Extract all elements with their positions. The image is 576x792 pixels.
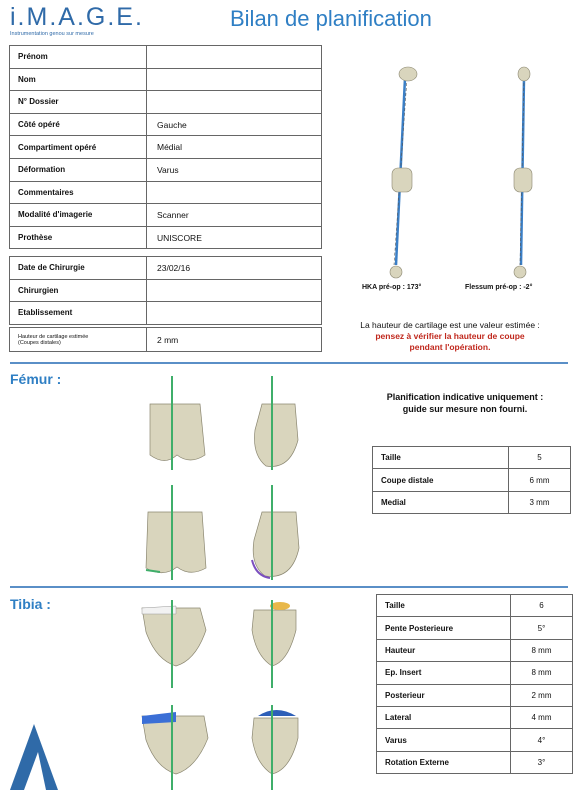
field-label: Modalité d'imagerie [10,204,147,227]
measurement-value: 5 [509,447,571,469]
measurement-value: 2 mm [511,684,573,706]
field-value: Gauche [147,113,322,136]
corner-logo-mark [10,724,58,790]
field-value: UNISCORE [147,226,322,249]
cartilage-label-line2: (Coupes distales) [18,339,61,346]
measurement-label: Rotation Externe [377,751,511,773]
table-row [377,639,573,661]
field-label: Etablissement [10,302,147,325]
measurement-label: Taille [377,595,511,617]
femur-title: Fémur : [10,371,62,387]
field-label: Côté opéré [10,113,147,136]
table-row [377,729,573,751]
planning-note-line2: guide sur mesure non fourni. [402,404,528,414]
measurement-label: Posterieur [377,684,511,706]
logo-subtitle: Instrumentation genou sur mesure [10,31,94,37]
measurement-label: Varus [377,729,511,751]
measurement-value: 6 [511,595,573,617]
measurement-value: 3° [511,751,573,773]
measurement-label: Hauteur [377,639,511,661]
field-label: Compartiment opéré [10,136,147,159]
measurement-value: 5° [511,617,573,639]
field-label: Prénom [10,46,147,69]
field-value: Médial [147,136,322,159]
table-row [377,662,573,684]
field-value: 23/02/16 [147,257,322,280]
warning-line-2: pendant l'opération. [409,342,491,352]
table-row [377,684,573,706]
measurement-label: Taille [373,447,509,469]
measurement-label: Lateral [377,706,511,728]
field-value: Scanner [147,204,322,227]
hka-label: HKA pré-op : 173° [362,284,422,291]
table-row [377,595,573,617]
measurement-value: 8 mm [511,662,573,684]
tibia-measurements-table [376,594,573,774]
field-label: Nom [10,68,147,91]
note-text: La hauteur de cartilage est une valeur estimée : [360,320,540,330]
field-label: Déformation [10,158,147,181]
measurement-value: 8 mm [511,639,573,661]
tibia-title: Tibia : [10,596,51,612]
flessum-label: Flessum pré-op : -2° [465,284,533,291]
planning-note-line1: Planification indicative uniquement : [386,392,544,402]
measurement-label: Coupe distale [373,469,509,491]
tibia-side-view [252,600,296,688]
measurement-value: 4° [511,729,573,751]
field-label: Chirurgien [10,279,147,302]
table-row [377,706,573,728]
cartilage-label-line1: Hauteur de cartilage estimée [18,333,89,340]
table-row [377,751,573,773]
tibia-front-view [142,600,206,688]
measurement-label: Ep. Insert [377,662,511,684]
measurement-value: 4 mm [511,706,573,728]
measurement-label: Pente Posterieure [377,617,511,639]
measurement-label: Medial [373,491,509,513]
field-label: Prothèse [10,226,147,249]
tibia-front-cut-view [142,705,208,790]
measurement-value: 3 mm [509,491,571,513]
logo-text: i.M.A.G.E. [10,3,144,31]
page-title: Bilan de planification [230,6,432,31]
field-label: N° Dossier [10,91,147,114]
field-value: Varus [147,158,322,181]
table-row [377,617,573,639]
warning-line-1: pensez à vérifier la hauteur de coupe [375,331,525,341]
field-label: Commentaires [10,181,147,204]
tibia-side-cut-view [252,705,298,790]
cartilage-value: 2 mm [147,328,322,352]
field-label: Date de Chirurgie [10,257,147,280]
measurement-value: 6 mm [509,469,571,491]
